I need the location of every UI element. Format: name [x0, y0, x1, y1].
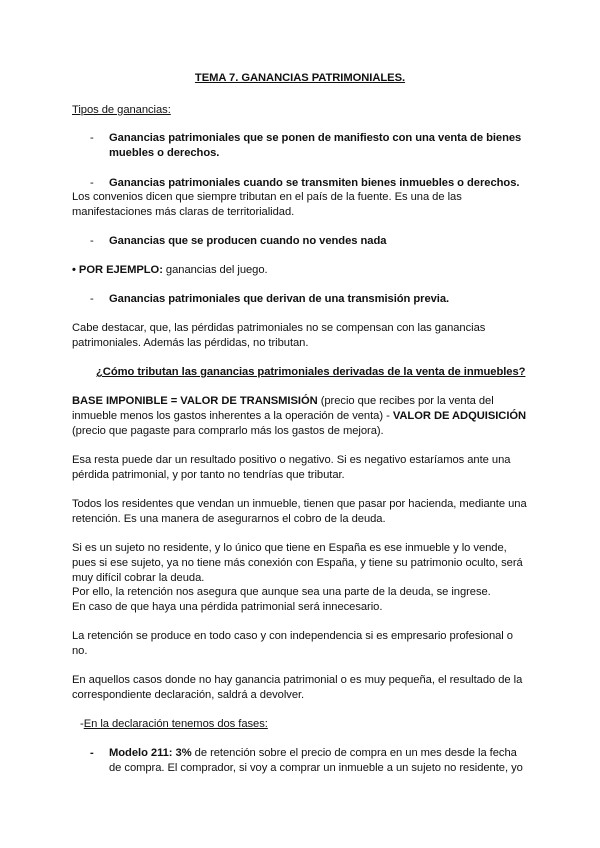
modelo-text-1: de retención sobre el precio de compra en un mes desde la fecha: [191, 747, 517, 759]
fases-text: En la declaración tenemos dos fases:: [83, 718, 268, 730]
base-line-2: [72, 409, 526, 423]
base-text-2: inmueble menos los gastos inherentes a la operación de venta) -: [72, 410, 393, 422]
modelo-line-2: de compra. El comprador, si voy a comprar un inmueble a un sujeto no residente, yo: [109, 762, 523, 774]
fases-prefix: -: [80, 718, 84, 730]
convenios-line-2: manifestaciones más claras de territorialidad.: [72, 206, 295, 218]
bullet-3: Ganancias que se producen cuando no vendes nada: [109, 235, 387, 247]
bullet-1-line-2: muebles o derechos.: [109, 147, 220, 159]
todos-line-2: retención. Es una manera de asegurarnos el cobro de la deuda.: [72, 513, 386, 525]
base-line-1: [72, 394, 494, 408]
resta-line-1: Esa resta puede dar un resultado positivo o negativo. Si es negativo estaríamos ante una: [72, 454, 511, 466]
base-text-1: (precio que recibes por la venta del: [317, 395, 494, 407]
si-line-1: Si es un sujeto no residente, y lo único que tiene en España es ese inmueble y lo vende,: [72, 542, 507, 554]
convenios-line-1: Los convenios dicen que siempre tributan en el país de la fuente. Es una de las: [72, 191, 462, 203]
bullet-4: Ganancias patrimoniales que derivan de una transmisión previa.: [109, 293, 450, 305]
si-line-5: En caso de que haya una pérdida patrimonial será innecesario.: [72, 601, 383, 613]
ejemplo-line: [72, 263, 268, 277]
base-line-3: (precio que pagaste para comprarlo más los gastos de mejora).: [72, 425, 384, 437]
tipos-heading: Tipos de ganancias:: [72, 104, 171, 116]
si-line-4: Por ello, la retención nos asegura que aunque sea una parte de la deuda, se ingrese.: [72, 586, 491, 598]
valor-adquisicion: VALOR DE ADQUISICIÓN: [392, 410, 527, 422]
aquellos-line-2: correspondiente declaración, saldrá a devolver.: [72, 689, 305, 701]
section-question: ¿Cómo tributan las ganancias patrimoniales derivadas de la venta de inmuebles?: [96, 366, 526, 378]
retencion-line-1: La retención se produce en todo caso y con independencia si es empresario profesional o: [72, 630, 513, 642]
modelo-label: Modelo 211: 3%: [109, 747, 192, 759]
bullet-dash: -: [90, 235, 94, 247]
fases-heading: [80, 717, 268, 731]
ejemplo-marker: • POR EJEMPLO:: [72, 264, 163, 276]
si-line-3: muy difícil cobrar la deuda.: [72, 572, 205, 584]
bullet-2: Ganancias patrimoniales cuando se transmiten bienes inmuebles o derechos.: [109, 177, 520, 189]
resta-line-2: pérdida patrimonial, y por tanto no tendrías que tributar.: [72, 469, 345, 481]
todos-line-1: Todos los residentes que vendan un inmueble, tienen que pasar por hacienda, mediante una: [72, 498, 527, 510]
bullet-1-line-1: Ganancias patrimoniales que se ponen de manifiesto con una venta de bienes: [109, 132, 522, 144]
si-line-2: pues si ese sujeto, ya no tiene más conexión con España, y tiene su patrimonio oculto, será: [72, 557, 523, 569]
bullet-dash: -: [90, 132, 94, 144]
page-title: TEMA 7. GANANCIAS PATRIMONIALES.: [194, 72, 406, 84]
ejemplo-text: ganancias del juego.: [162, 264, 268, 276]
bullet-dash: -: [90, 747, 94, 759]
modelo-line-1: [109, 746, 517, 760]
cabe-line-2: patrimoniales. Además las pérdidas, no tributan.: [72, 337, 309, 349]
base-formula: BASE IMPONIBLE = VALOR DE TRANSMISIÓN: [72, 395, 318, 407]
retencion-line-2: no.: [72, 645, 88, 657]
cabe-line-1: Cabe destacar, que, las pérdidas patrimoniales no se compensan con las ganancias: [72, 322, 486, 334]
bullet-dash: -: [90, 293, 94, 305]
aquellos-line-1: En aquellos casos donde no hay ganancia patrimonial o es muy pequeña, el resultado de la: [72, 674, 523, 686]
bullet-dash: -: [90, 177, 94, 189]
